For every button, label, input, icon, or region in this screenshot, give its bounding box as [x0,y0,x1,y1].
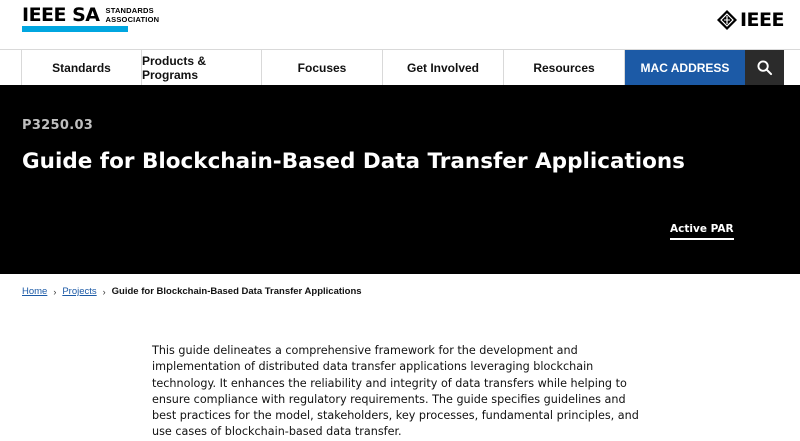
nav-item-mac-address[interactable]: MAC ADDRESS [625,50,745,85]
brand-subtitle-line1: STANDARDS [105,6,154,15]
ieee-wordmark: IEEE [739,9,784,31]
main-nav [0,49,800,85]
breadcrumb-projects[interactable]: Projects [62,286,97,297]
nav-spacer [0,50,22,85]
search-button[interactable] [745,50,784,85]
ieee-logo[interactable] [717,9,784,31]
ieee-sa-logo[interactable] [22,4,159,26]
brand-accent-bar [22,26,128,32]
nav-item-standards[interactable]: Standards [22,50,142,85]
chevron-right-icon: › [53,286,57,297]
ieee-diamond-icon [717,10,737,30]
breadcrumb-current: Guide for Blockchain-Based Data Transfer Applications [111,286,362,297]
project-code: P3250.03 [22,118,94,133]
nav-item-focuses[interactable]: Focuses [262,50,383,85]
page-title: Guide for Blockchain-Based Data Transfer Applications [22,149,685,174]
chevron-right-icon: › [102,286,106,297]
site-header [0,0,800,49]
brand-subtitle-line2: ASSOCIATION [105,14,160,24]
status-badge: Active PAR [670,223,734,240]
project-description: This guide delineates a comprehensive framework for the development and implementation of distributed data transfer applications leveraging blockchain technology. It enhances the reliability and integrity of data transfers while helping to ensure compliance with regulatory requirements. The guide specifies guidelines and best practices for the model, stakeholders, key processes, fundamental principles, and use cases of blockchain-based data transfer. [152,344,639,439]
breadcrumb [22,286,362,297]
search-icon [757,60,772,75]
brand-subtitle [106,7,160,24]
brand-name: IEEE SA [22,4,100,26]
hero-banner [0,85,800,274]
nav-item-get-involved[interactable]: Get Involved [383,50,504,85]
nav-item-products-programs[interactable]: Products & Programs [142,50,262,85]
breadcrumb-home[interactable]: Home [22,286,48,297]
nav-item-resources[interactable]: Resources [504,50,625,85]
